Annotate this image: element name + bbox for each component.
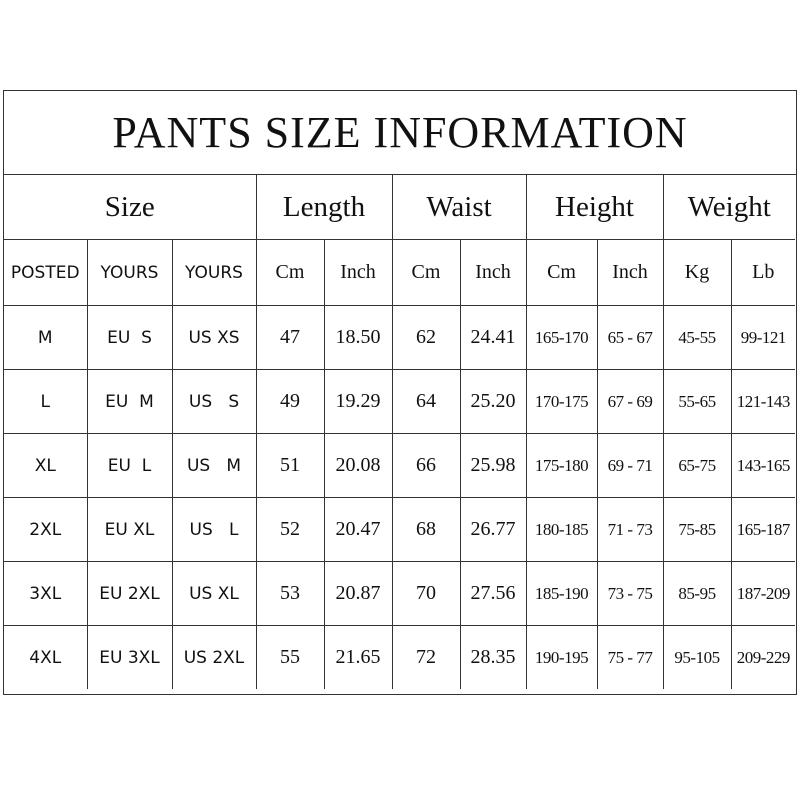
cell-height-inch: 67 - 69 — [597, 370, 663, 434]
table-row — [4, 562, 795, 626]
subheader-yours-us: YOURS — [172, 240, 256, 306]
cell-waist-inch: 27.56 — [460, 562, 526, 626]
cell-weight-lb: 209-229 — [731, 626, 795, 690]
size-chart — [3, 90, 797, 695]
cell-weight-lb: 99-121 — [731, 306, 795, 370]
cell-height-cm: 185-190 — [526, 562, 597, 626]
cell-height-cm: 180-185 — [526, 498, 597, 562]
table-row — [4, 434, 795, 498]
cell-length-inch: 21.65 — [324, 626, 392, 690]
table-row — [4, 498, 795, 562]
cell-posted: 2XL — [4, 498, 87, 562]
table-row — [4, 370, 795, 434]
cell-length-cm: 52 — [256, 498, 324, 562]
subheader-waist-inch: Inch — [460, 240, 526, 306]
cell-length-cm: 51 — [256, 434, 324, 498]
cell-length-cm: 53 — [256, 562, 324, 626]
cell-us: US XS — [172, 306, 256, 370]
cell-weight-kg: 95-105 — [663, 626, 731, 690]
subheader-waist-cm: Cm — [392, 240, 460, 306]
cell-eu: EU L — [87, 434, 172, 498]
cell-weight-lb: 121-143 — [731, 370, 795, 434]
subheader-weight-lb: Lb — [731, 240, 795, 306]
cell-posted: 3XL — [4, 562, 87, 626]
cell-height-cm: 170-175 — [526, 370, 597, 434]
table-row — [4, 626, 795, 690]
cell-us: US XL — [172, 562, 256, 626]
cell-length-cm: 55 — [256, 626, 324, 690]
cell-posted: XL — [4, 434, 87, 498]
group-waist: Waist — [392, 175, 526, 240]
group-size: Size — [4, 175, 256, 240]
cell-weight-kg: 45-55 — [663, 306, 731, 370]
cell-waist-inch: 28.35 — [460, 626, 526, 690]
cell-weight-kg: 75-85 — [663, 498, 731, 562]
cell-weight-lb: 143-165 — [731, 434, 795, 498]
subheader-posted: POSTED — [4, 240, 87, 306]
subheader-length-cm: Cm — [256, 240, 324, 306]
cell-eu: EU XL — [87, 498, 172, 562]
cell-eu: EU S — [87, 306, 172, 370]
cell-length-inch: 18.50 — [324, 306, 392, 370]
cell-weight-lb: 165-187 — [731, 498, 795, 562]
cell-eu: EU 3XL — [87, 626, 172, 690]
subheader-height-cm: Cm — [526, 240, 597, 306]
cell-waist-cm: 72 — [392, 626, 460, 690]
cell-waist-cm: 62 — [392, 306, 460, 370]
cell-eu: EU M — [87, 370, 172, 434]
cell-waist-cm: 68 — [392, 498, 460, 562]
sub-header-row — [4, 240, 795, 306]
subheader-weight-kg: Kg — [663, 240, 731, 306]
cell-weight-lb: 187-209 — [731, 562, 795, 626]
cell-length-cm: 47 — [256, 306, 324, 370]
cell-weight-kg: 85-95 — [663, 562, 731, 626]
cell-posted: 4XL — [4, 626, 87, 690]
cell-waist-inch: 26.77 — [460, 498, 526, 562]
cell-height-inch: 71 - 73 — [597, 498, 663, 562]
cell-length-inch: 19.29 — [324, 370, 392, 434]
size-table — [4, 175, 795, 689]
cell-length-inch: 20.47 — [324, 498, 392, 562]
cell-height-cm: 165-170 — [526, 306, 597, 370]
cell-us: US S — [172, 370, 256, 434]
table-row — [4, 306, 795, 370]
cell-weight-kg: 55-65 — [663, 370, 731, 434]
cell-height-inch: 75 - 77 — [597, 626, 663, 690]
cell-us: US 2XL — [172, 626, 256, 690]
cell-posted: M — [4, 306, 87, 370]
cell-waist-cm: 64 — [392, 370, 460, 434]
cell-height-inch: 69 - 71 — [597, 434, 663, 498]
cell-height-cm: 190-195 — [526, 626, 597, 690]
cell-height-cm: 175-180 — [526, 434, 597, 498]
subheader-yours-eu: YOURS — [87, 240, 172, 306]
cell-waist-cm: 66 — [392, 434, 460, 498]
cell-waist-inch: 25.98 — [460, 434, 526, 498]
cell-waist-inch: 25.20 — [460, 370, 526, 434]
cell-waist-cm: 70 — [392, 562, 460, 626]
cell-length-cm: 49 — [256, 370, 324, 434]
cell-waist-inch: 24.41 — [460, 306, 526, 370]
cell-us: US L — [172, 498, 256, 562]
group-height: Height — [526, 175, 663, 240]
subheader-height-inch: Inch — [597, 240, 663, 306]
cell-weight-kg: 65-75 — [663, 434, 731, 498]
cell-posted: L — [4, 370, 87, 434]
group-length: Length — [256, 175, 392, 240]
group-weight: Weight — [663, 175, 795, 240]
cell-eu: EU 2XL — [87, 562, 172, 626]
cell-height-inch: 73 - 75 — [597, 562, 663, 626]
group-header-row — [4, 175, 795, 240]
cell-us: US M — [172, 434, 256, 498]
cell-length-inch: 20.87 — [324, 562, 392, 626]
cell-length-inch: 20.08 — [324, 434, 392, 498]
cell-height-inch: 65 - 67 — [597, 306, 663, 370]
chart-title: PANTS SIZE INFORMATION — [4, 91, 796, 175]
subheader-length-inch: Inch — [324, 240, 392, 306]
